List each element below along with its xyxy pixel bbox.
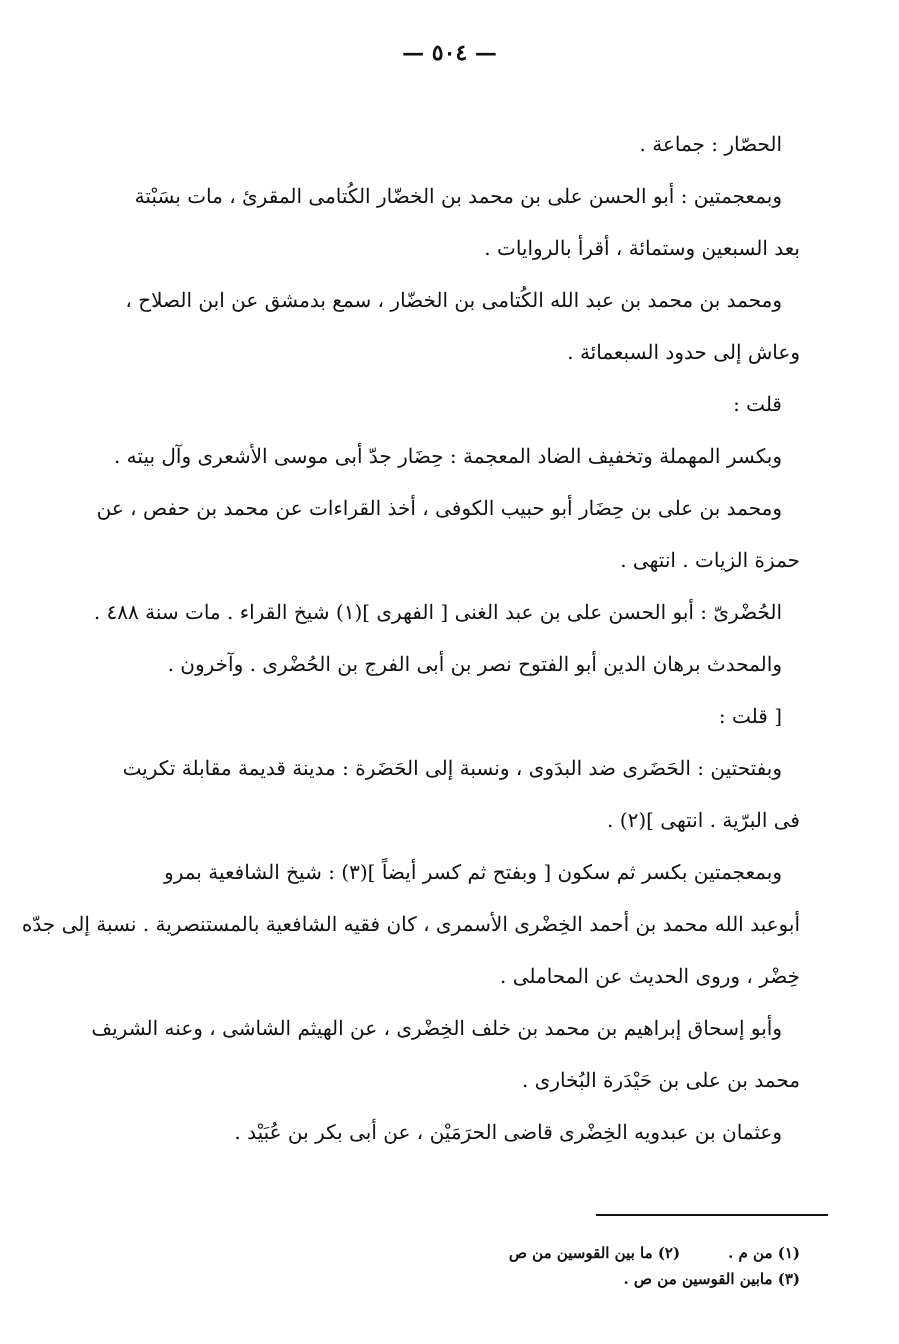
text-line-19: محمد بن على بن حَيْدَرة البُخارى . — [521, 1068, 800, 1092]
text-line-15: وبمعجمتين بكسر ثم سكون [ وبفتح ثم كسر أيضاً ](٣) : شيخ الشافعية بمرو — [164, 860, 782, 884]
text-line-14: فى البرّية . انتهى ](٢) . — [607, 808, 800, 832]
text-line-10: الحُضْرىّ : أبو الحسن على بن عبد الغنى [ الفهرى ](١) شيخ القراء . مات سنة ٤٨٨ . — [93, 600, 782, 624]
text-line-11: والمحدث برهان الدين أبو الفتوح نصر بن أبى الفرج بن الحُضْرى . وآخرون . — [167, 652, 782, 676]
text-line-12: [ قلت : — [718, 704, 782, 728]
text-line-13: وبفتحتين : الحَضَرى ضد البدَوى ، ونسبة إلى الحَضَرة : مدينة قديمة مقابلة تكريت — [122, 756, 782, 780]
text-line-18: وأبو إسحاق إبراهيم بن محمد بن خلف الخِضْرى ، عن الهيثم الشاشى ، وعنه الشريف — [91, 1016, 782, 1040]
footnote-divider — [596, 1214, 828, 1216]
text-line-9: حمزة الزيات . انتهى . — [620, 548, 800, 572]
text-line-2: وبمعجمتين : أبو الحسن على بن محمد بن الخضّار الكُتامى المقرئ ، مات بسَبْتة — [134, 184, 782, 208]
text-line-8: ومحمد بن على بن حِضَار أبو حبيب الكوفى ، أخذ القراءات عن محمد بن حفص ، عن — [96, 496, 782, 520]
text-line-7: وبكسر المهملة وتخفيف الضاد المعجمة : حِضَار جدّ أبى موسى الأشعرى وآل بيته . — [113, 444, 782, 468]
text-line-3: بعد السبعين وستمائة ، أقرأ بالروايات . — [484, 236, 800, 260]
text-line-4: ومحمد بن محمد بن عبد الله الكُتامى بن الخضّار ، سمع بدمشق عن ابن الصلاح ، — [125, 288, 782, 312]
footnote-2: (٢) ما بين القوسين من ص — [508, 1244, 681, 1262]
footnote-1: (١) من م . — [728, 1244, 800, 1262]
footnote-row-1 — [360, 1240, 800, 1266]
text-line-16: أبوعبد الله محمد بن أحمد الخِضْرى الأسمرى ، كان فقيه الشافعية بالمستنصرية . نسبة إلى جدّه — [21, 912, 800, 936]
footnotes — [360, 1240, 800, 1292]
text-line-1: الحصّار : جماعة . — [639, 132, 782, 156]
main-text — [21, 118, 800, 1158]
footnote-row-2 — [360, 1266, 800, 1292]
footnote-3: (٣) مابين القوسين من ص . — [623, 1270, 800, 1288]
text-line-6: قلت : — [733, 392, 782, 416]
text-line-5: وعاش إلى حدود السبعمائة . — [567, 340, 800, 364]
text-line-20: وعثمان بن عبدويه الخِضْرى قاضى الحرَمَيْن ، عن أبى بكر بن عُبَيْد . — [234, 1120, 782, 1144]
text-line-17: خِضْر ، وروى الحديث عن المحاملى . — [500, 964, 800, 988]
page-number: — ٥٠٤ — — [402, 40, 497, 66]
